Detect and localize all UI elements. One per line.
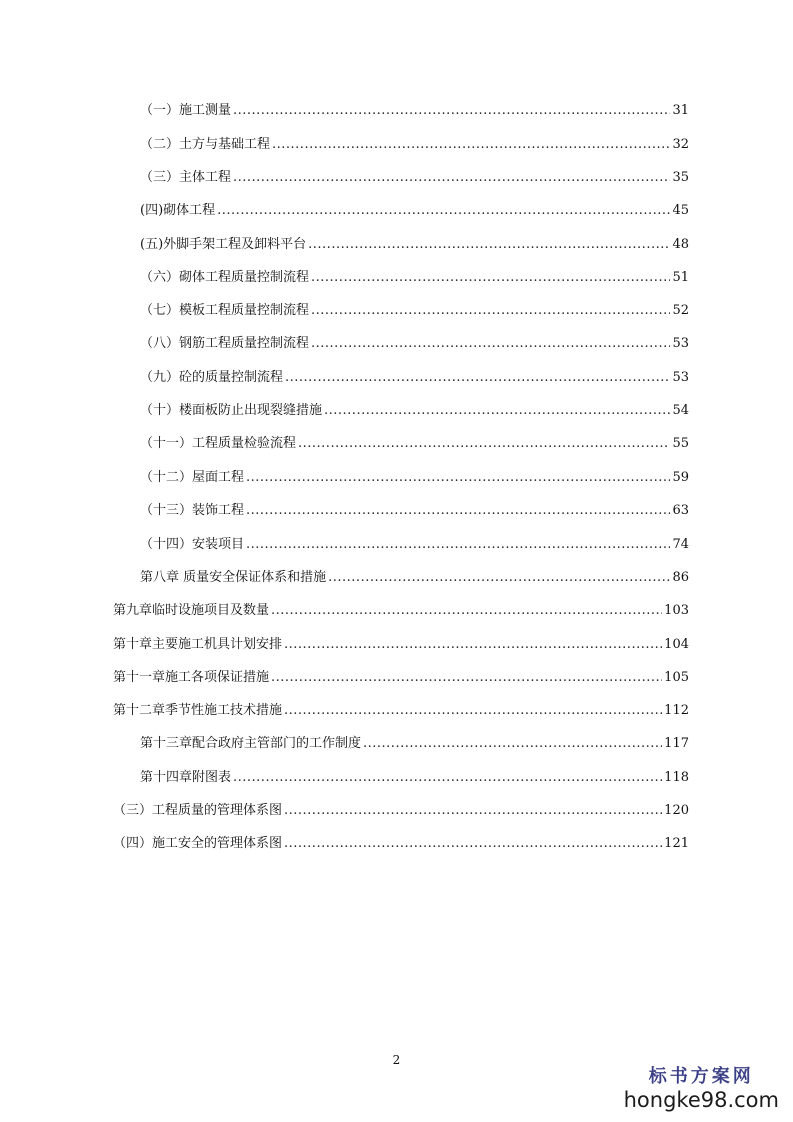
toc-entry-title: （六）砌体工程质量控制流程 xyxy=(140,270,310,285)
toc-entry-title: 第十章主要施工机具计划安排 xyxy=(113,637,283,652)
toc-entry-page: 118 xyxy=(664,770,689,785)
toc-entry-page: 104 xyxy=(664,637,689,652)
toc-leader-dots xyxy=(233,770,662,786)
toc-entry-title: 第十三章配合政府主管部门的工作制度 xyxy=(140,736,362,751)
toc-entry-page: 54 xyxy=(672,403,689,418)
toc-entry-title: （一）施工测量 xyxy=(140,103,232,118)
toc-entry-title: (五)外脚手架工程及卸料平台 xyxy=(140,237,307,252)
toc-entry xyxy=(113,836,689,852)
toc-entry-title: （三）工程质量的管理体系图 xyxy=(113,803,283,818)
toc-leader-dots xyxy=(246,537,670,553)
toc-entry xyxy=(140,537,689,553)
toc-entry-title: （十二）屋面工程 xyxy=(140,470,245,485)
toc-leader-dots xyxy=(284,703,662,719)
toc-entry xyxy=(113,670,689,686)
toc-entry xyxy=(140,570,689,586)
toc-entry-title: （十一）工程质量检验流程 xyxy=(140,436,297,451)
toc-entry xyxy=(113,603,689,619)
toc-entry-title: （九）砼的质量控制流程 xyxy=(140,370,284,385)
toc-entry xyxy=(140,370,689,386)
toc-leader-dots xyxy=(233,170,670,186)
toc-entry-page: 51 xyxy=(672,270,689,285)
toc-entry xyxy=(140,736,689,752)
toc-entry-page: 112 xyxy=(664,703,689,718)
watermark-url: hongke98.com xyxy=(623,1088,779,1112)
toc-entry xyxy=(140,237,689,253)
toc-entry xyxy=(140,103,689,119)
toc-entry-page: 117 xyxy=(664,736,689,751)
toc-entry-title: 第八章 质量安全保证体系和措施 xyxy=(140,570,327,585)
toc-leader-dots xyxy=(271,603,662,619)
toc-entry xyxy=(140,303,689,319)
toc-entry-page: 74 xyxy=(672,537,689,552)
toc-leader-dots xyxy=(217,203,670,219)
toc-leader-dots xyxy=(285,370,670,386)
toc-leader-dots xyxy=(233,103,670,119)
toc-entry-page: 52 xyxy=(672,303,689,318)
toc-entry xyxy=(140,203,689,219)
toc-entry-page: 103 xyxy=(664,603,689,618)
toc-entry-page: 63 xyxy=(672,503,689,518)
toc-leader-dots xyxy=(308,237,670,253)
toc-entry-page: 45 xyxy=(672,203,689,218)
toc-entry xyxy=(140,403,689,419)
toc-entry-title: （二）土方与基础工程 xyxy=(140,137,271,152)
toc-leader-dots xyxy=(246,470,670,486)
toc-entry xyxy=(140,170,689,186)
toc-entry xyxy=(140,336,689,352)
toc-entry-title: （十四）安装项目 xyxy=(140,537,245,552)
toc-entry-page: 121 xyxy=(664,836,689,851)
toc-entry xyxy=(140,436,689,452)
toc-leader-dots xyxy=(298,436,670,452)
toc-leader-dots xyxy=(328,570,670,586)
toc-entry-page: 59 xyxy=(672,470,689,485)
toc-leader-dots xyxy=(311,270,670,286)
toc-entry-title: (四)砌体工程 xyxy=(140,203,216,218)
toc-entry xyxy=(140,470,689,486)
toc-entry-title: （三）主体工程 xyxy=(140,170,232,185)
toc-leader-dots xyxy=(311,303,670,319)
toc-entry xyxy=(140,770,689,786)
toc-leader-dots xyxy=(324,403,670,419)
toc-leader-dots xyxy=(272,137,670,153)
toc-entry-page: 105 xyxy=(664,670,689,685)
toc-entry-title: 第十一章施工各项保证措施 xyxy=(113,670,270,685)
toc-leader-dots xyxy=(284,803,662,819)
page-number: 2 xyxy=(392,1053,401,1067)
toc-leader-dots xyxy=(284,637,662,653)
toc-entry xyxy=(113,803,689,819)
toc-entry-title: （八）钢筋工程质量控制流程 xyxy=(140,336,310,351)
toc-leader-dots xyxy=(363,736,662,752)
toc-entry-page: 48 xyxy=(672,237,689,252)
toc-entry-title: 第十四章附图表 xyxy=(140,770,232,785)
toc-entry xyxy=(113,637,689,653)
toc-entry xyxy=(140,137,689,153)
toc-entry-page: 53 xyxy=(672,370,689,385)
toc-entry-page: 32 xyxy=(672,137,689,152)
toc-entry-page: 120 xyxy=(664,803,689,818)
toc-entry-page: 86 xyxy=(672,570,689,585)
toc-entry-page: 31 xyxy=(672,103,689,118)
watermark-brand: 标书方案网 xyxy=(648,1066,754,1087)
toc-entry-page: 35 xyxy=(672,170,689,185)
toc-entry-title: 第九章临时设施项目及数量 xyxy=(113,603,270,618)
toc-entry-page: 55 xyxy=(672,436,689,451)
toc-entry xyxy=(140,503,689,519)
toc-entry xyxy=(113,703,689,719)
toc-entry-page: 53 xyxy=(672,336,689,351)
toc-entry xyxy=(140,270,689,286)
toc-entry-title: （四）施工安全的管理体系图 xyxy=(113,836,283,851)
toc-entry-title: 第十二章季节性施工技术措施 xyxy=(113,703,283,718)
toc-leader-dots xyxy=(311,336,670,352)
toc-leader-dots xyxy=(246,503,670,519)
toc-entry-title: （七）模板工程质量控制流程 xyxy=(140,303,310,318)
toc-entry-title: （十三）装饰工程 xyxy=(140,503,245,518)
watermark xyxy=(624,1066,779,1112)
toc-entry-title: （十）楼面板防止出现裂缝措施 xyxy=(140,403,323,418)
toc-leader-dots xyxy=(284,836,662,852)
toc-leader-dots xyxy=(271,670,662,686)
